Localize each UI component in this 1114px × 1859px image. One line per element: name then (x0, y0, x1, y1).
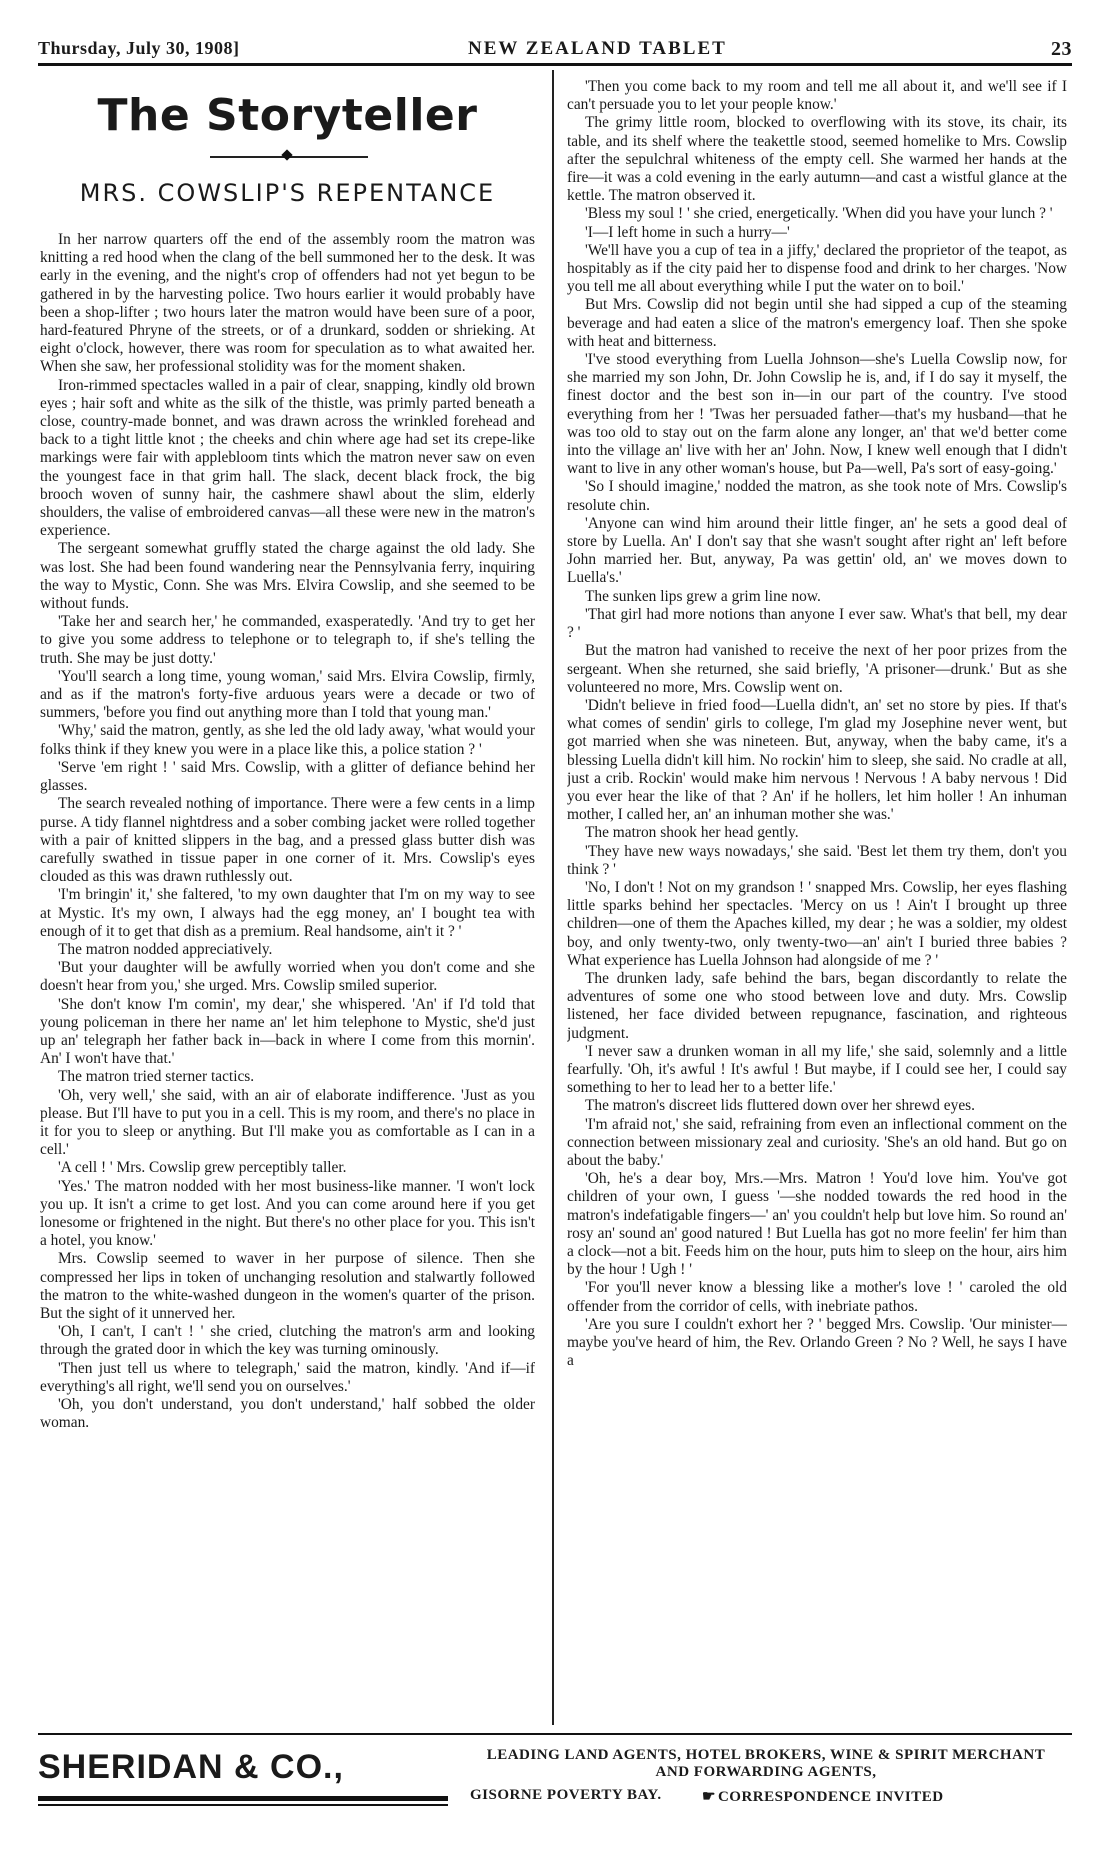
diamond-ornament-icon (281, 149, 292, 160)
header-page-number: 23 (1051, 38, 1072, 60)
story-paragraph: 'Why,' said the matron, gently, as she led the old lady away, 'what would your folks think if they knew you were in a place like this, a police station ? ' (40, 722, 535, 758)
story-paragraph: The sergeant somewhat gruffly stated the charge against the old lady. She was lost. She had been found wandering near the Pennsylvania ferry, inquiring the way to Mystic, Conn. She was Mrs. Elvira Cowslip, and she seemed to be without funds. (40, 540, 535, 613)
story-paragraph: 'But your daughter will be awfully worried when you don't come and she doesn't hear from you,' she urged. Mrs. Cowslip smiled superior. (40, 959, 535, 995)
story-subtitle: MRS. COWSLIP'S REPENTANCE (79, 179, 496, 207)
story-paragraph: The matron tried sterner tactics. (58, 1068, 255, 1086)
story-paragraph: 'Oh, very well,' she said, with an air of elaborate indifference. 'Just as you please. But I'll have to put you in a cell. This is my room, and there's no place in it for you to sleep or anything. But I'll make you as comfortable as I can in a cell.' (40, 1086, 535, 1159)
header-date: Thursday, July 30, 1908] (38, 38, 240, 58)
story-paragraph: 'Are you sure I couldn't exhort her ? ' begged Mrs. Cowslip. 'Our minister—maybe you've heard of him, the Rev. Orlando Green ? No ? Well, he says I have a (567, 1315, 1067, 1370)
story-paragraph: 'You'll search a long time, young woman,' said Mrs. Elvira Cowslip, firmly, and as if the matron's forty-five arduous years were a decade or two of summers, 'before you find out anything more than I told that young man.' (40, 667, 535, 722)
advertisement-services-line: LEADING LAND AGENTS, HOTEL BROKERS, WINE & SPIRIT MERCHANT (486, 1747, 1046, 1763)
story-column-right (567, 78, 1067, 1724)
advertiser-underline-thick (38, 1796, 448, 1801)
story-paragraph: 'Oh, he's a dear boy, Mrs.—Mrs. Matron ! You'd love him. You've got children of your own, I guess '—she nodded towards the red hood in the matron's indefatigable fingers—' an' you couldn't help but love him. So round an' rosy an' sound an' good natured ! But Luella has got no more feelin' fer him than a clock—not a bit. Feeds him on the hour, puts him to sleep on the hour, airs him by the hour ! Ugh ! ' (567, 1170, 1067, 1279)
story-paragraph: 'Then just tell us where to telegraph,' said the matron, kindly. 'And if—if everything's all right, we'll send you on ourselves.' (40, 1359, 535, 1395)
advertisement-services-line-2: AND FORWARDING AGENTS, (655, 1764, 877, 1780)
story-paragraph: Iron-rimmed spectacles walled in a pair of clear, snapping, kindly old brown eyes ; hair soft and white as the silk of the thistle, was primly parted beneath a close, country-made bonnet, and was drawn across the wrinkled forehead and back to a tight little knot ; the cheeks and chin where age had set its crepe-like markings were fair with applebloom tints which the matron never saw on even the youngest face in that grim hall. The slack, decent black frock, the big brooch woven of sunny hair, the cashmere shawl about the slim, elderly shoulders, the valise of embroidered canvas—all these were new in the matron's experience. (40, 376, 535, 540)
advertisement-location: GISORNE POVERTY BAY. (470, 1787, 662, 1803)
advertisement-correspondence (702, 1787, 944, 1806)
story-paragraph: The matron's discreet lids fluttered down over her shrewd eyes. (585, 1097, 975, 1115)
story-paragraph: The search revealed nothing of importance. There were a few cents in a limp purse. A tidy flannel nightdress and a sober combing jacket were rolled together with a pair of knitted slippers in the bag, and a pressed glass butter dish was carefully swathed in tissue paper in one corner of it. Mrs. Cowslip's eyes clouded as this was drawn ruthlessly out. (40, 795, 535, 886)
header-publication-title: NEW ZEALAND TABLET (468, 38, 727, 59)
story-paragraph: The sunken lips grew a grim line now. (585, 587, 821, 605)
story-paragraph: 'I never saw a drunken woman in all my life,' she said, solemnly and a little fearfully. 'Oh, it's awful ! It's awful ! But maybe, if I could see her, I could say something to her to lead her to a better life.' (567, 1042, 1067, 1097)
story-paragraph: But Mrs. Cowslip did not begin until she had sipped a cup of the steaming beverage and had eaten a slice of the matron's emergency loaf. Then she spoke with heat and bitterness. (567, 296, 1067, 350)
story-paragraph: 'Then you come back to my room and tell me all about it, and we'll see if I can't persuade you to let your people know.' (567, 78, 1067, 114)
story-paragraph: 'I'm afraid not,' she said, refraining from even an inflectional comment on the connection between missionary zeal and curiosity. 'She's an old hand. But go on about the baby.' (567, 1115, 1067, 1169)
story-paragraph: 'We'll have you a cup of tea in a jiffy,' declared the proprietor of the teapot, as hospitably as if the city paid her to dispense food and drink to her charges. 'Now you tell me all about everything while I put the water on to boil.' (567, 241, 1067, 296)
story-paragraph: 'Serve 'em right ! ' said Mrs. Cowslip, with a glitter of defiance behind her glasses. (40, 758, 535, 795)
story-paragraph: But the matron had vanished to receive the next of her poor prizes from the sergeant. When she returned, she said briefly, 'A prisoner—drunk.' But as she volunteered no more, Mrs. Cowslip went on. (567, 642, 1067, 696)
story-paragraph: 'Yes.' The matron nodded with her most business-like manner. 'I won't lock you up. It isn't a crime to get lost. And you can come around here if you get lonesome or frightened in the night. But there's no other place for you. This isn't a hotel, you know.' (40, 1177, 535, 1250)
story-paragraph: 'Oh, I can't, I can't ! ' she cried, clutching the matron's arm and looking through the grated door in which the key was turning ominously. (40, 1323, 535, 1359)
left-column-body (40, 231, 535, 1432)
story-paragraph: 'Didn't believe in fried food—Luella didn't, an' set no store by pies. If that's what comes of sendin' girls to college, I'm glad my Josephine never went, but got married when she was nineteen. But, anyway, when the baby came, it's a blessing Luella didn't kill him. No rockin' him to sleep, she said. No cradle at all, just a crib. Rockin' would make him nervous ! Nervous ! A baby nervous ! Did you ever hear the like of that ? An' if he hollers, let him holler ! An inhuman mother, I called her, an' an inhuman mother she was.' (567, 696, 1067, 824)
story-paragraph: 'Oh, you don't understand, you don't understand,' half sobbed the older woman. (40, 1396, 535, 1432)
story-paragraph: 'Bless my soul ! ' she cried, energetically. 'When did you have your lunch ? ' (585, 205, 1053, 223)
right-column-body (567, 78, 1067, 1370)
correspondence-text: CORRESPONDENCE INVITED (717, 1789, 944, 1805)
story-paragraph: The matron nodded appreciatively. (58, 940, 273, 958)
story-paragraph: The matron shook her head gently. (585, 824, 799, 842)
story-paragraph: The drunken lady, safe behind the bars, began discordantly to relate the adventures of some one who stood between love and duty. Mrs. Cowslip listened, her face divided between repugnance, fascination, and righteous judgment. (567, 969, 1067, 1042)
story-paragraph: Mrs. Cowslip seemed to waver in her purpose of silence. Then she compressed her lips in token of unchanging resolution and stalwartly followed the matron to the white-washed dungeon in the women's quarter of the prison. But the sight of it unnerved her. (40, 1250, 535, 1322)
advertiser-name: SHERIDAN & CO., (38, 1748, 344, 1786)
story-column-left (40, 72, 535, 1724)
footer-rule (38, 1733, 1072, 1735)
story-paragraph: 'That girl had more notions than anyone I ever saw. What's that bell, my dear ? ' (567, 605, 1067, 642)
story-paragraph: 'No, I don't ! Not on my grandson ! ' snapped Mrs. Cowslip, her eyes flashing little sparks behind her spectacles. 'Mercy on us ! Ain't I brought up three children—one of them the Apaches killed, my dear ; he was a soldier, my oldest boy, and only twenty-two, only twenty-two—an' ain't I buried three babies ? What experience has Luella Johnson had alongside of me ? ' (567, 878, 1067, 969)
title-ornament (40, 149, 535, 163)
story-paragraph: 'I—I left home in such a hurry—' (585, 223, 790, 241)
story-paragraph: 'I've stood everything from Luella Johnson—she's Luella Cowslip now, for she married my son John, Dr. John Cowslip he is, and, if I do say it myself, the finest doctor and the best son in—in our part of the country. I've stood everything from her ! 'Twas her persuaded father—that's my husband—that he was too old to stay out on the farm alone any longer, an' that we'd better come into the village an' live with her an' John. Now, I knew well enough that I didn't want to live in any other woman's house, but Pa—well, Pa's sort of easy-going.' (567, 351, 1067, 478)
story-paragraph: 'They have new ways nowadays,' she said. 'Best let them try them, don't you think ? ' (567, 842, 1067, 878)
story-paragraph: 'So I should imagine,' nodded the matron, as she took note of Mrs. Cowslip's resolute chin. (567, 478, 1067, 514)
story-paragraph: The grimy little room, blocked to overflowing with its stove, its chair, its table, and its shelf where the teakettle stood, seemed homelike to Mrs. Cowslip after the sepulchral whiteness of the empty cell. She warmed her hands at the fire—it was a cold evening in the early autumn—and cast a wistful glance at the kettle. The matron observed it. (567, 114, 1067, 205)
story-paragraph: 'I'm bringin' it,' she faltered, 'to my own daughter that I'm on my way to see at Mystic. It's my own, I always had the egg money, an' I bought tea with enough of it to get that dish as a premium. Real handsome, ain't it ? ' (40, 886, 535, 940)
header-rule (38, 63, 1072, 66)
story-paragraph: 'Take her and search her,' he commanded, exasperatedly. 'And try to get her to give you some address to telephone or to telegraph to, if she's telling the truth. She may be just dotty.' (40, 613, 535, 667)
advertisement-contact-line (470, 1787, 1070, 1804)
page-header (38, 34, 1072, 64)
story-paragraph: In her narrow quarters off the end of the assembly room the matron was knitting a red hood when the clang of the bell summoned her to the desk. It was early in the evening, and the night's crop of offenders had not yet begun to be gathered in by the harvesting police. Two hours earlier it would probably have been a shop-lifter ; two hours later the matron would have been sure of a poor, hard-featured Phryne of the streets, or of a drunkard, sodden or shrieking. At eight o'clock, however, there was room for speculation as to what awaited her. When she saw, her professional stolidity was for the moment shaken. (40, 231, 535, 376)
column-divider (552, 70, 554, 1725)
story-paragraph: 'For you'll never know a blessing like a mother's love ! ' caroled the old offender from the corridor of cells, with inebriate pathos. (567, 1279, 1067, 1315)
story-paragraph: 'She don't know I'm comin', my dear,' she whispered. 'An' if I'd told that young policeman in there her name an' let him telephone to Mystic, she'd just up an' telegraph her father back in—back in where I come from this mornin'. An' I won't have that.' (40, 995, 535, 1068)
advertiser-underline-thin (38, 1804, 448, 1806)
section-title: The Storyteller (97, 90, 478, 141)
pointing-hand-icon: ☛ (702, 1789, 716, 1805)
story-paragraph: 'Anyone can wind him around their little finger, an' he sets a good deal of store by Luella. An' I don't say that she wasn't sought after right an' left before John married her. But, anyway, Pa was gettin' old, an' we moves down to Luella's.' (567, 514, 1067, 587)
story-paragraph: 'A cell ! ' Mrs. Cowslip grew perceptibly taller. (58, 1159, 347, 1177)
